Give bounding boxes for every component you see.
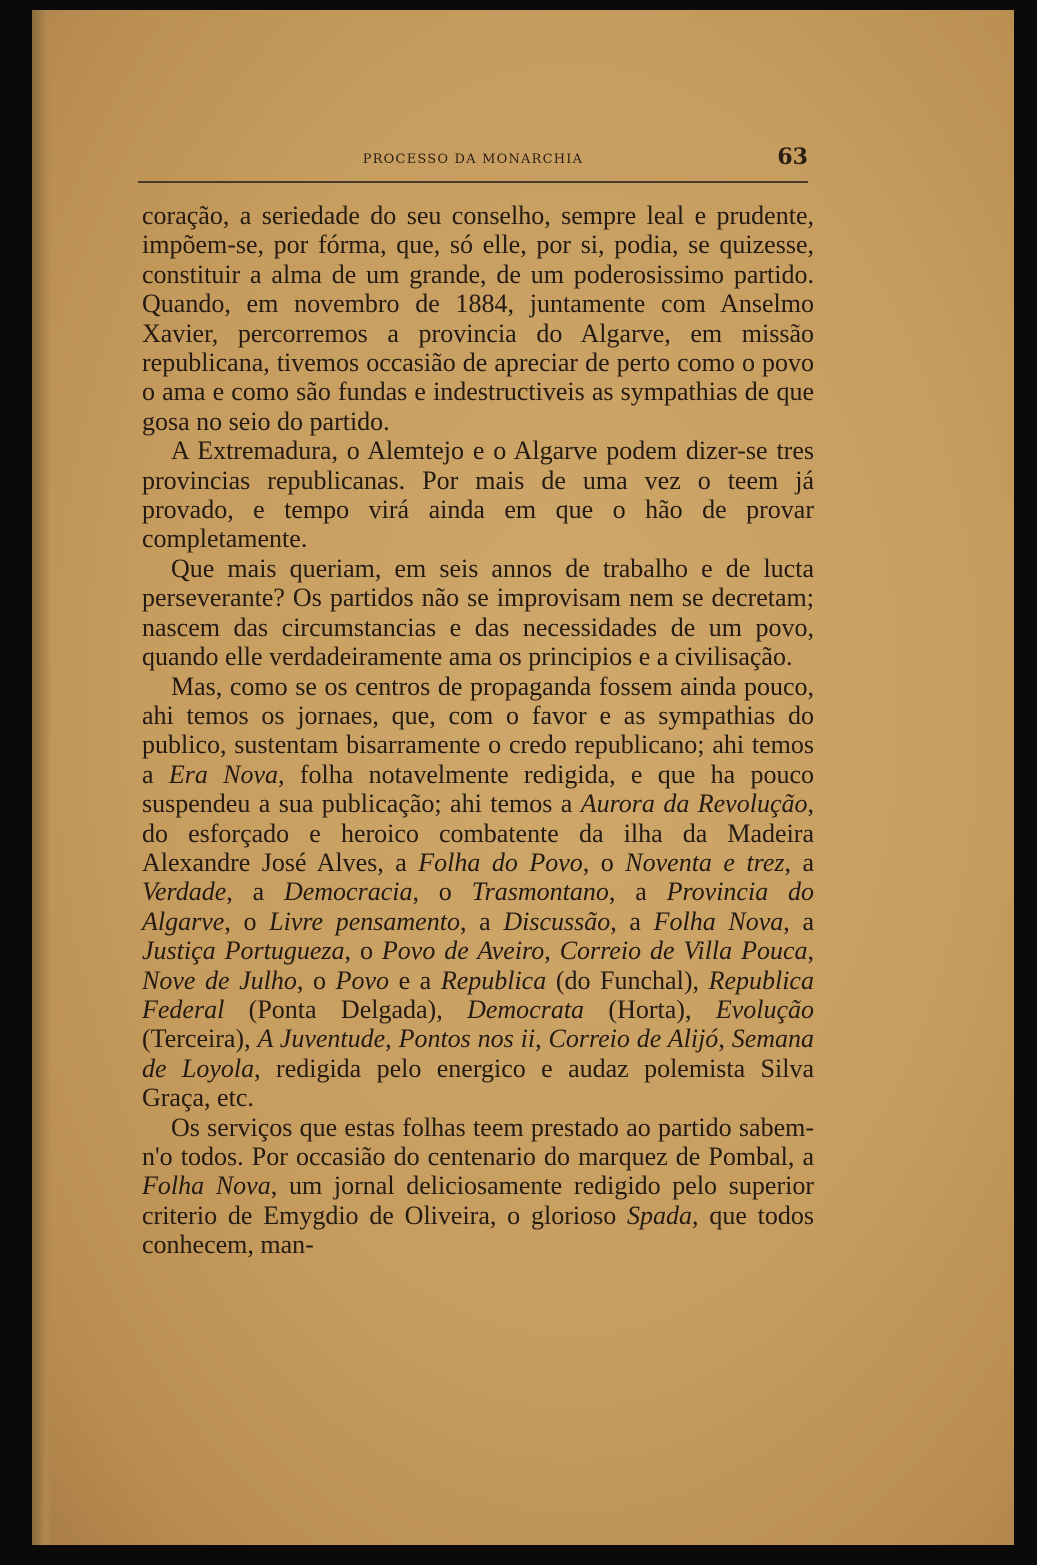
text-run: , redigida pelo energico e audaz polemista Silva Graça, etc. xyxy=(142,1053,815,1113)
italic-title: Republica xyxy=(440,965,547,995)
italic-title: Livre pensamento xyxy=(269,906,460,936)
text-run: , o xyxy=(582,847,626,877)
italic-title: Democracia xyxy=(283,877,413,907)
italic-title: Evolução xyxy=(715,994,814,1024)
text-run: , a xyxy=(226,877,284,907)
text-run: , a xyxy=(608,877,667,907)
text-run: , a xyxy=(459,906,504,936)
text-run: Os serviços que estas folhas teem prestado ao partido sabem-n'o todos. Por occasião do centenario do marquez de Pombal, a xyxy=(142,1112,814,1171)
page-number: 63 xyxy=(777,144,808,170)
text-run: , que todos conhecem, man- xyxy=(142,1200,815,1260)
text-run: , xyxy=(385,1024,399,1054)
text-run: A Extremadura, o Alemtejo e o Algarve podem dizer-se tres provincias republicanas. Por mais de uma vez o teem já provado, e tempo virá ainda em que o hão de provar completamente. xyxy=(142,436,814,554)
italic-title: Trasmontano xyxy=(471,877,609,907)
italic-title: Povo xyxy=(335,965,389,995)
italic-title: Folha Nova xyxy=(142,1171,271,1201)
italic-title: A Juventude xyxy=(257,1024,386,1054)
text-run: , a xyxy=(783,906,815,936)
italic-title: Correio de Alijó xyxy=(548,1024,719,1054)
text-run: (do Funchal), xyxy=(546,965,709,995)
text-run: Mas, como se os centros de propaganda fossem ainda pouco, ahi temos os jornaes, que, com o favor e as sympathias do publico, sustentam bisarramente o credo republicano; ahi temos a xyxy=(142,671,814,789)
running-title: PROCESSO DA MONARCHIA xyxy=(362,152,584,167)
text-run: , o xyxy=(344,936,382,966)
italic-title: Semana de Loyola xyxy=(142,1024,815,1083)
italic-title: Correio de Villa Pouca xyxy=(559,936,808,966)
page-header xyxy=(138,140,808,180)
italic-title: Nove de Julho xyxy=(142,965,297,995)
italic-title: Democrata xyxy=(467,994,585,1024)
text-run: Que mais queriam, em seis annos de trabalho e de lucta perseverante? Os partidos não se improvisam nem se decretam; nascem das circumstancias e das necessidades de um povo, quando elle verdadeiramente ama os principios e a civilisação. xyxy=(142,553,814,672)
paragraph xyxy=(142,554,814,672)
text-run: e a xyxy=(388,965,441,995)
text-run: , folha notavelmente redigida, e que ha pouco suspendeu a sua publicação; ahi temos a xyxy=(142,759,814,819)
text-run: , xyxy=(807,936,815,966)
text-run: (Ponta Delgada), xyxy=(224,994,468,1024)
text-run: (Terceira), xyxy=(142,1024,258,1054)
text-run: , a xyxy=(610,906,654,936)
italic-title: Era Nova xyxy=(168,759,279,789)
italic-title: Folha Nova xyxy=(653,906,784,936)
page-spine-shadow xyxy=(32,10,52,1545)
text-run: coração, a seriedade do seu conselho, sempre leal e prudente, impõem-se, por fórma, que, só elle, por si, podia, se quizesse, constituir a alma de um grande, de um poderosissimo partido. Quando, em novembro de 1884, juntamente com Anselmo Xavier, percorremos a provincia do Algarve, em missão republicana, tivemos occasião de apreciar de perto como o povo o ama e como são fundas e indestructiveis as sympathias de que gosa no seio do partido. xyxy=(142,201,814,436)
italic-title: Pontos nos ii xyxy=(398,1024,536,1054)
text-run: , xyxy=(535,1024,549,1054)
text-run: , do esforçado e heroico combatente da ilha da Madeira Alexandre José Alves, a xyxy=(142,789,814,877)
text-run: , xyxy=(718,1024,732,1054)
body-text xyxy=(142,201,814,1260)
italic-title: Discussão xyxy=(503,906,611,936)
italic-title: Republica Federal xyxy=(142,965,814,1024)
italic-title: Spada xyxy=(627,1200,693,1230)
text-run: , a xyxy=(784,847,815,877)
italic-title: Verdade xyxy=(142,877,227,907)
italic-title: Aurora da Revolução xyxy=(580,789,808,819)
header-rule xyxy=(138,181,808,183)
italic-title: Justiça Portugueza xyxy=(142,936,345,966)
paragraph xyxy=(142,672,814,1113)
text-run: , o xyxy=(224,906,270,936)
italic-title: Povo de Aveiro xyxy=(381,936,545,966)
text-run: , um jornal deliciosamente redigido pelo superior criterio de Emygdio de Oliveira, o glorioso xyxy=(142,1171,814,1230)
italic-title: Folha do Povo xyxy=(418,847,583,877)
italic-title: Noventa e trez xyxy=(625,847,785,877)
text-run: (Horta), xyxy=(584,994,716,1024)
paragraph xyxy=(142,436,814,554)
text-run: , o xyxy=(412,877,472,907)
paragraph xyxy=(142,1113,814,1260)
paragraph xyxy=(142,201,814,436)
text-run: , o xyxy=(296,965,336,995)
italic-title: Provincia do Algarve xyxy=(142,877,815,936)
text-run: , xyxy=(544,936,560,966)
